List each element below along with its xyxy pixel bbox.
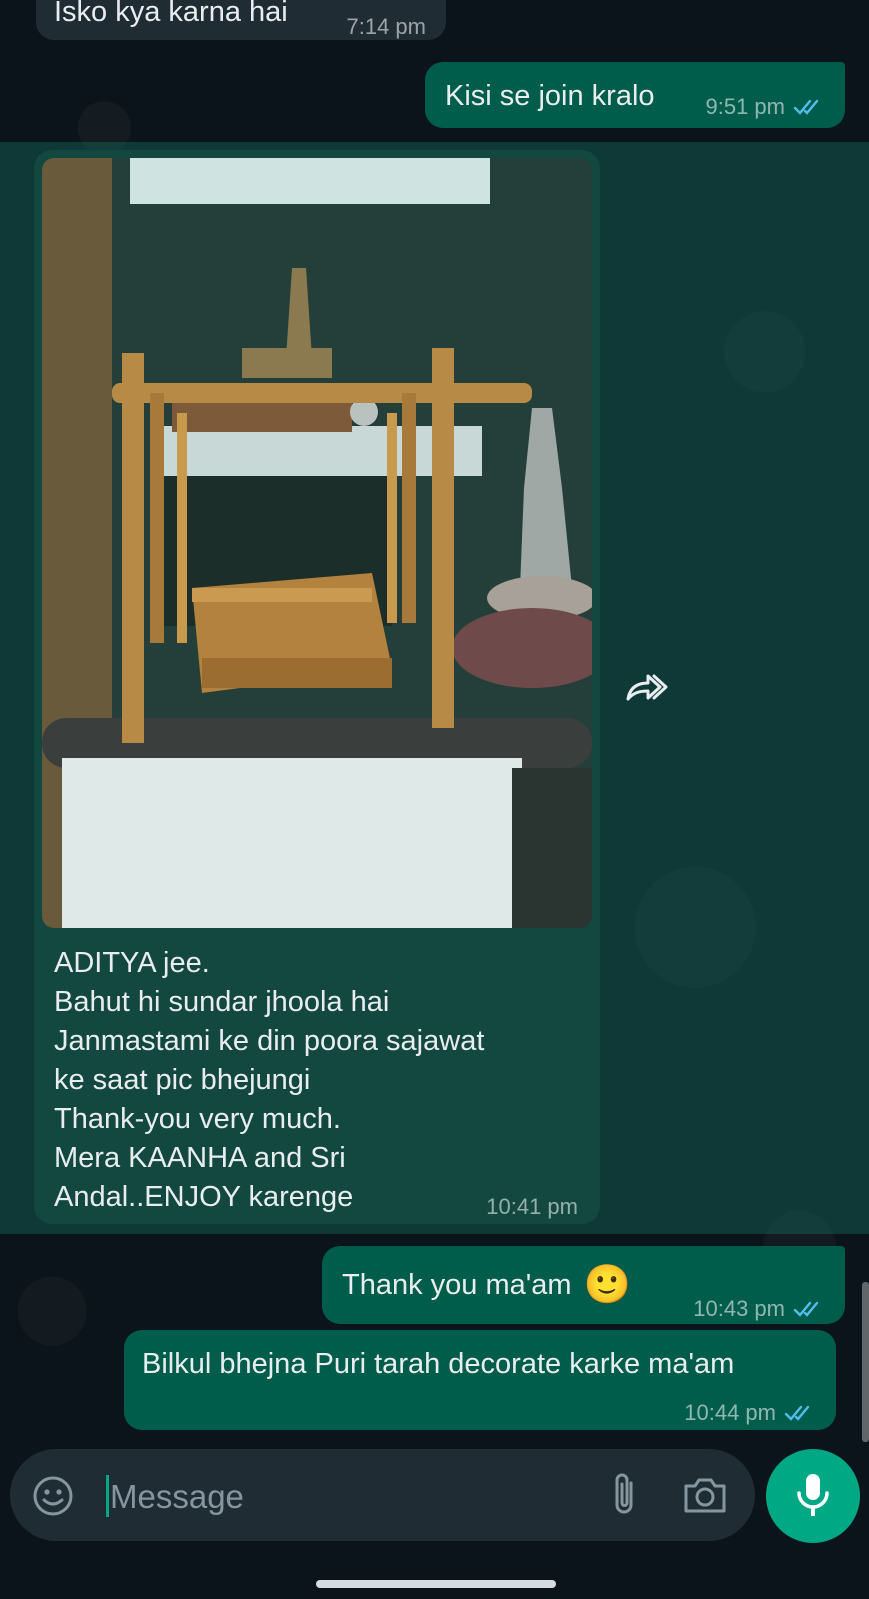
home-indicator[interactable] (316, 1580, 556, 1588)
outgoing-message[interactable] (322, 1246, 845, 1324)
message-meta (693, 1290, 825, 1327)
double-check-icon (793, 98, 825, 116)
message-meta (706, 88, 826, 125)
double-check-icon (793, 1300, 825, 1318)
message-time: 10:43 pm (693, 1296, 785, 1321)
message-time: 7:14 pm (346, 14, 426, 39)
photo-caption: ADITYA jee. Bahut hi sundar jhoola hai Janmastami ke din poora sajawat ke saat pic bhejungi Thank-you very much. Mera KAANHA and Sri Andal..ENJOY karenge (54, 947, 485, 1213)
double-check-icon (784, 1404, 816, 1422)
message-composer (10, 1449, 755, 1541)
message-text-row (342, 1264, 631, 1306)
message-text: Bilkul bhejna Puri tarah decorate karke ma'am (142, 1348, 735, 1380)
emoji-icon[interactable] (32, 1475, 74, 1517)
scrollbar[interactable] (862, 1282, 869, 1442)
message-meta (684, 1394, 816, 1431)
message-meta (486, 1188, 578, 1225)
voice-message-button[interactable] (766, 1449, 860, 1543)
message-meta (347, 8, 427, 45)
forward-icon[interactable] (624, 671, 670, 705)
message-text: Thank you ma'am (342, 1268, 572, 1301)
mic-icon (794, 1471, 832, 1521)
message-text: Kisi se join kralo (445, 80, 655, 112)
photo-illustration (42, 158, 592, 928)
paperclip-icon[interactable] (608, 1471, 642, 1519)
incoming-message[interactable] (36, 0, 446, 40)
message-time: 10:44 pm (684, 1400, 776, 1425)
message-text: Isko kya karna hai (54, 0, 288, 28)
message-time: 9:51 pm (705, 94, 785, 119)
outgoing-message[interactable] (425, 62, 845, 128)
camera-icon[interactable] (682, 1475, 728, 1515)
jhoola-photo[interactable] (42, 158, 592, 928)
smiley-emoji: 🙂 (583, 1264, 631, 1306)
outgoing-message[interactable] (124, 1330, 836, 1430)
message-input[interactable] (108, 1469, 582, 1525)
incoming-photo-message[interactable] (34, 150, 600, 1224)
message-time: 10:41 pm (486, 1194, 578, 1219)
